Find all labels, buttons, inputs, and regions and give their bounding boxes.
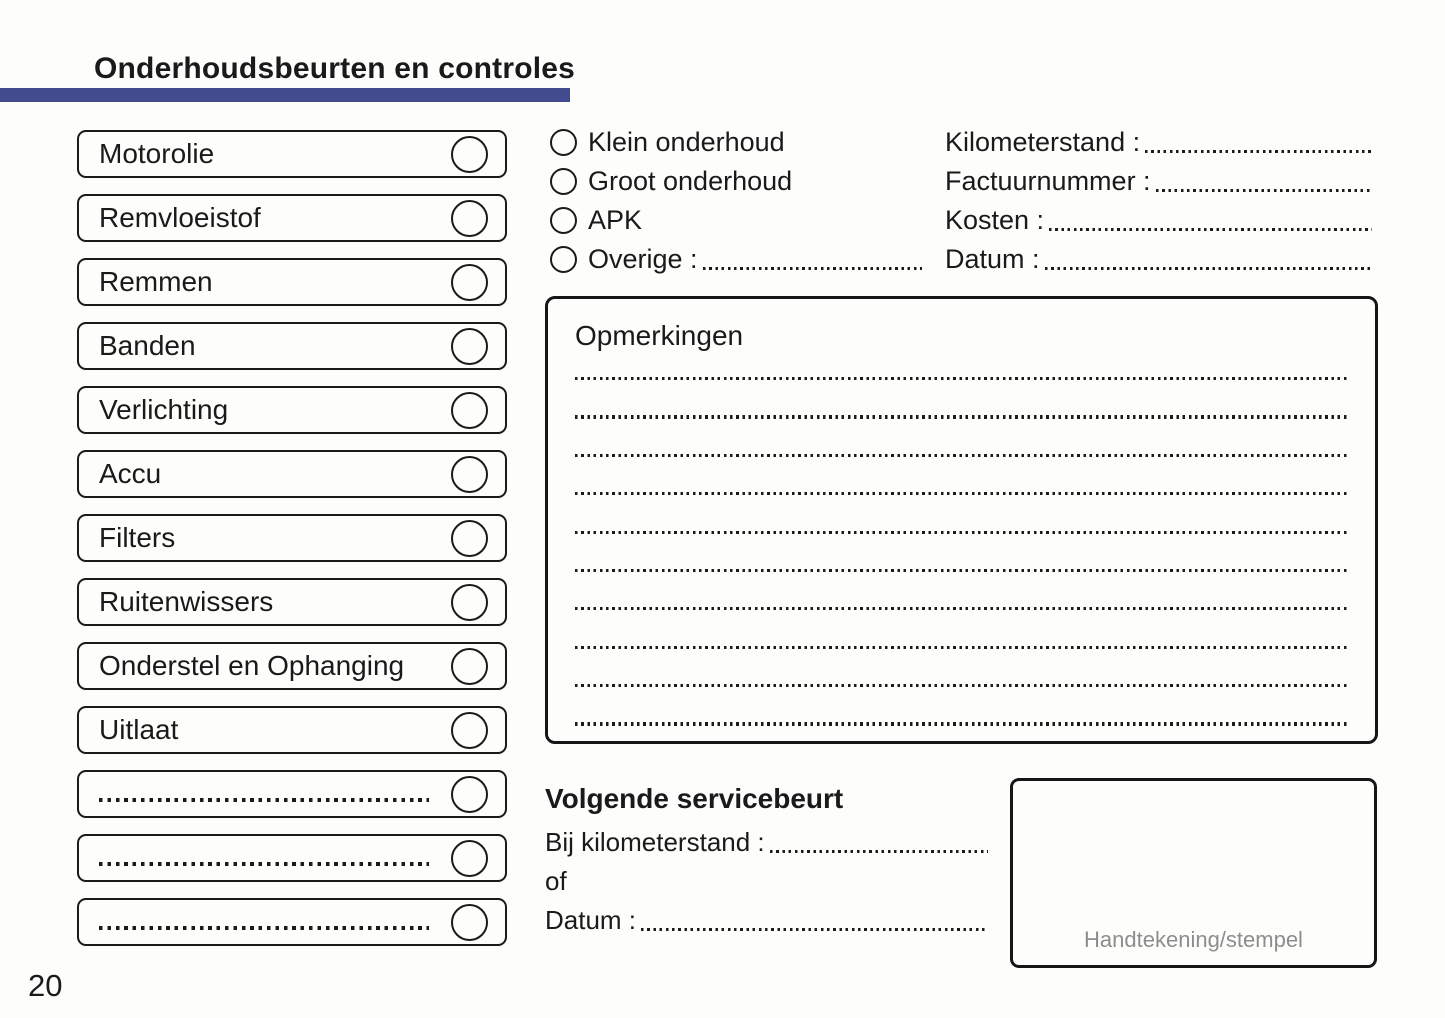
next-service-or-row bbox=[545, 862, 988, 901]
next-service-date-row bbox=[545, 901, 988, 940]
fill-in-line[interactable] bbox=[703, 267, 922, 270]
radio-circle[interactable] bbox=[550, 207, 577, 234]
next-service-km-label: Bij kilometerstand : bbox=[545, 827, 765, 857]
remarks-writing-line[interactable] bbox=[575, 492, 1347, 495]
checklist-row bbox=[77, 514, 507, 562]
service-type-label: Groot onderhoud bbox=[588, 166, 793, 196]
service-record-fields bbox=[945, 123, 1372, 279]
next-service-date-label: Datum : bbox=[545, 905, 637, 935]
signature-stamp-label: Handtekening/stempel bbox=[1084, 927, 1303, 952]
checklist-row bbox=[77, 578, 507, 626]
check-circle[interactable] bbox=[451, 584, 488, 621]
record-field-row bbox=[945, 123, 1372, 162]
inspection-checklist bbox=[77, 130, 507, 962]
record-field-label: Kosten : bbox=[945, 205, 1045, 235]
remarks-title: Opmerkingen bbox=[575, 320, 744, 351]
radio-circle[interactable] bbox=[550, 168, 577, 195]
checklist-row bbox=[77, 642, 507, 690]
remarks-writing-line[interactable] bbox=[575, 415, 1347, 418]
check-circle[interactable] bbox=[451, 456, 488, 493]
signature-stamp-box[interactable] bbox=[1010, 778, 1377, 968]
fill-in-line[interactable] bbox=[641, 928, 988, 931]
record-field-row bbox=[945, 240, 1372, 279]
remarks-writing-line[interactable] bbox=[575, 607, 1347, 610]
checklist-item-label: Remvloeistof bbox=[99, 202, 261, 233]
service-type-option bbox=[550, 162, 922, 201]
radio-circle[interactable] bbox=[550, 246, 577, 273]
checklist-row bbox=[77, 706, 507, 754]
check-circle[interactable] bbox=[451, 264, 488, 301]
service-type-label: Overige : bbox=[588, 244, 698, 274]
service-type-label: APK bbox=[588, 205, 643, 235]
checklist-row bbox=[77, 450, 507, 498]
next-service-title: Volgende servicebeurt bbox=[545, 783, 844, 814]
check-circle[interactable] bbox=[451, 648, 488, 685]
fill-in-line[interactable] bbox=[1145, 150, 1372, 153]
fill-in-line[interactable] bbox=[1156, 189, 1372, 192]
remarks-writing-line[interactable] bbox=[575, 722, 1347, 725]
remarks-writing-line[interactable] bbox=[575, 684, 1347, 687]
check-circle[interactable] bbox=[451, 328, 488, 365]
radio-circle[interactable] bbox=[550, 129, 577, 156]
fill-in-line[interactable] bbox=[99, 862, 429, 866]
checklist-item-label: Remmen bbox=[99, 266, 213, 297]
checklist-row bbox=[77, 322, 507, 370]
record-field-label: Factuurnummer : bbox=[945, 166, 1151, 196]
check-circle[interactable] bbox=[451, 712, 488, 749]
check-circle[interactable] bbox=[451, 776, 488, 813]
checklist-row bbox=[77, 386, 507, 434]
remarks-writing-line[interactable] bbox=[575, 569, 1347, 572]
fill-in-line[interactable] bbox=[99, 926, 429, 930]
checklist-item-label: Banden bbox=[99, 330, 196, 361]
checklist-item-label: Accu bbox=[99, 458, 162, 489]
checklist-row bbox=[77, 130, 507, 178]
page-title: Onderhoudsbeurten en controles bbox=[94, 52, 576, 85]
check-circle[interactable] bbox=[451, 904, 488, 941]
service-type-options bbox=[550, 123, 922, 279]
checklist-item-label: Ruitenwissers bbox=[99, 586, 274, 617]
fill-in-line[interactable] bbox=[770, 850, 988, 853]
remarks-writing-line[interactable] bbox=[575, 531, 1347, 534]
checklist-item-label: Uitlaat bbox=[99, 714, 179, 745]
next-service-km-row bbox=[545, 823, 988, 862]
fill-in-line[interactable] bbox=[99, 798, 429, 802]
record-field-row bbox=[945, 201, 1372, 240]
record-field-label: Kilometerstand : bbox=[945, 127, 1141, 157]
fill-in-line[interactable] bbox=[1045, 267, 1372, 270]
remarks-lines bbox=[575, 377, 1347, 726]
checklist-row bbox=[77, 898, 507, 946]
next-service-section bbox=[545, 778, 988, 940]
service-type-label: Klein onderhoud bbox=[588, 127, 785, 157]
check-circle[interactable] bbox=[451, 840, 488, 877]
check-circle[interactable] bbox=[451, 200, 488, 237]
service-type-option bbox=[550, 123, 922, 162]
checklist-row bbox=[77, 194, 507, 242]
check-circle[interactable] bbox=[451, 520, 488, 557]
checklist-row bbox=[77, 258, 507, 306]
service-type-option bbox=[550, 240, 922, 279]
fill-in-line[interactable] bbox=[1049, 228, 1372, 231]
checklist-item-label: Filters bbox=[99, 522, 176, 553]
title-underline-bar bbox=[0, 88, 570, 102]
page-number: 20 bbox=[28, 968, 63, 1003]
check-circle[interactable] bbox=[451, 136, 488, 173]
next-service-or-label: of bbox=[545, 866, 567, 896]
checklist-item-label: Motorolie bbox=[99, 138, 215, 169]
remarks-writing-line[interactable] bbox=[575, 377, 1347, 380]
checklist-row bbox=[77, 770, 507, 818]
remarks-box bbox=[545, 296, 1378, 744]
record-field-label: Datum : bbox=[945, 244, 1040, 274]
remarks-writing-line[interactable] bbox=[575, 454, 1347, 457]
checklist-row bbox=[77, 834, 507, 882]
service-type-option bbox=[550, 201, 922, 240]
record-field-row bbox=[945, 162, 1372, 201]
check-circle[interactable] bbox=[451, 392, 488, 429]
checklist-item-label: Onderstel en Ophanging bbox=[99, 650, 405, 681]
remarks-writing-line[interactable] bbox=[575, 646, 1347, 649]
checklist-item-label: Verlichting bbox=[99, 394, 229, 425]
